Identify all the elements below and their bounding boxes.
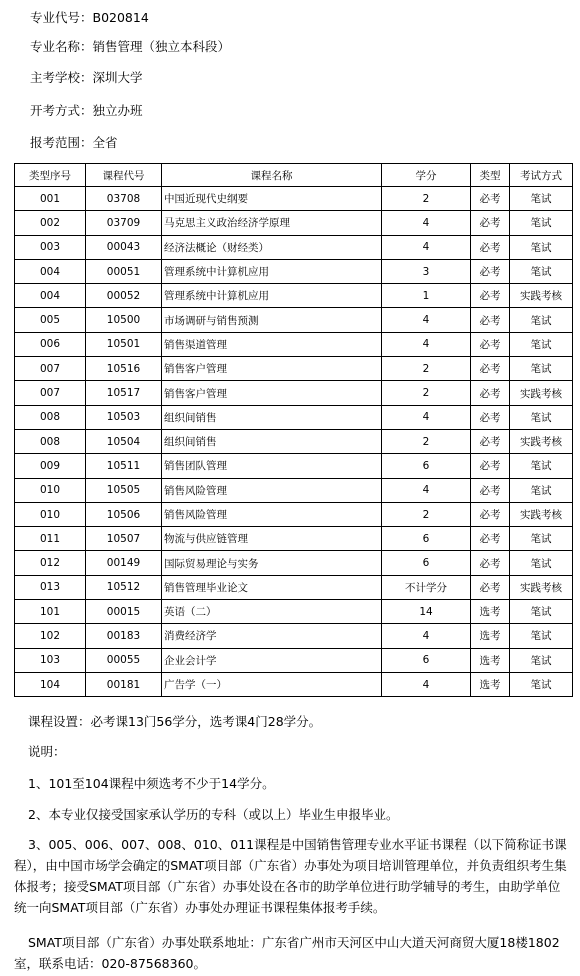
cell-exam-method: 实践考核 [510,502,573,526]
cell-course-name: 销售风险管理 [162,502,382,526]
cell-code: 10511 [86,454,162,478]
cell-code: 00043 [86,235,162,259]
cell-credits: 2 [382,187,471,211]
cell-course-name: 经济法概论（财经类） [162,235,382,259]
table-row [15,235,573,259]
table-row [15,624,573,648]
info-major-name: 专业名称：销售管理（独立本科段） [30,39,231,54]
cell-seq: 010 [15,502,86,526]
cell-exam-method: 实践考核 [510,429,573,453]
cell-course-name: 消费经济学 [162,624,382,648]
cell-course-name: 销售渠道管理 [162,332,382,356]
cell-course-name: 中国近现代史纲要 [162,187,382,211]
cell-seq: 008 [15,405,86,429]
cell-code: 10516 [86,357,162,381]
cell-exam-method: 笔试 [510,672,573,696]
cell-code: 10517 [86,381,162,405]
cell-seq: 001 [15,187,86,211]
cell-exam-method: 笔试 [510,600,573,624]
cell-type: 必考 [471,429,510,453]
cell-code: 10501 [86,332,162,356]
cell-seq: 002 [15,211,86,235]
cell-code: 00015 [86,600,162,624]
cell-credits: 6 [382,454,471,478]
cell-type: 必考 [471,259,510,283]
cell-seq: 003 [15,235,86,259]
cell-seq: 009 [15,454,86,478]
info-scope: 报考范围：全省 [30,135,118,150]
cell-course-name: 组织间销售 [162,429,382,453]
cell-code: 10507 [86,527,162,551]
cell-exam-method: 笔试 [510,405,573,429]
table-row [15,575,573,599]
cell-course-name: 销售团队管理 [162,454,382,478]
cell-course-name: 国际贸易理论与实务 [162,551,382,575]
cell-credits: 4 [382,211,471,235]
cell-credits: 1 [382,284,471,308]
cell-seq: 013 [15,575,86,599]
cell-seq: 005 [15,308,86,332]
cell-type: 选考 [471,672,510,696]
cell-type: 必考 [471,211,510,235]
cell-type: 必考 [471,502,510,526]
cell-exam-method: 实践考核 [510,575,573,599]
header-type: 类型 [471,164,510,187]
cell-code: 10506 [86,502,162,526]
cell-type: 必考 [471,332,510,356]
cell-course-name: 组织间销售 [162,405,382,429]
cell-credits: 4 [382,478,471,502]
table-row [15,672,573,696]
table-row [15,551,573,575]
cell-code: 10500 [86,308,162,332]
cell-type: 必考 [471,478,510,502]
cell-course-name: 管理系统中计算机应用 [162,284,382,308]
cell-seq: 010 [15,478,86,502]
cell-exam-method: 笔试 [510,357,573,381]
cell-exam-method: 笔试 [510,332,573,356]
cell-credits: 不计学分 [382,575,471,599]
cell-exam-method: 笔试 [510,648,573,672]
cell-type: 必考 [471,308,510,332]
cell-course-name: 管理系统中计算机应用 [162,259,382,283]
cell-course-name: 销售客户管理 [162,381,382,405]
cell-seq: 104 [15,672,86,696]
cell-seq: 006 [15,332,86,356]
header-exam-method: 考试方式 [510,164,573,187]
cell-type: 必考 [471,405,510,429]
cell-type: 必考 [471,381,510,405]
info-code: 专业代号：B020814 [30,10,149,25]
cell-credits: 4 [382,235,471,259]
cell-exam-method: 笔试 [510,187,573,211]
cell-credits: 3 [382,259,471,283]
table-row [15,405,573,429]
cell-course-name: 销售管理毕业论文 [162,575,382,599]
cell-type: 必考 [471,357,510,381]
note-2: 2、本专业仅接受国家承认学历的专科（或以上）毕业生申报毕业。 [28,807,399,822]
cell-code: 00149 [86,551,162,575]
cell-exam-method: 实践考核 [510,381,573,405]
info-mode: 开考方式：独立办班 [30,103,143,118]
cell-course-name: 市场调研与销售预测 [162,308,382,332]
cell-type: 必考 [471,527,510,551]
cell-exam-method: 笔试 [510,551,573,575]
cell-code: 10504 [86,429,162,453]
cell-credits: 4 [382,405,471,429]
cell-exam-method: 笔试 [510,478,573,502]
cell-credits: 6 [382,648,471,672]
course-table [14,163,573,697]
cell-code: 00055 [86,648,162,672]
cell-seq: 008 [15,429,86,453]
table-row [15,187,573,211]
cell-type: 必考 [471,575,510,599]
cell-seq: 007 [15,381,86,405]
cell-exam-method: 实践考核 [510,284,573,308]
cell-type: 选考 [471,600,510,624]
info-school: 主考学校：深圳大学 [30,70,143,85]
cell-type: 必考 [471,187,510,211]
table-header-row [15,164,573,187]
note-1: 1、101至104课程中须选考不少于14学分。 [28,776,275,791]
cell-credits: 4 [382,624,471,648]
cell-exam-method: 笔试 [510,527,573,551]
cell-code: 00051 [86,259,162,283]
header-seq: 类型序号 [15,164,86,187]
cell-type: 选考 [471,648,510,672]
cell-seq: 004 [15,259,86,283]
cell-credits: 2 [382,357,471,381]
cell-credits: 2 [382,429,471,453]
cell-credits: 6 [382,551,471,575]
cell-exam-method: 笔试 [510,235,573,259]
note-3: 3、005、006、007、008、010、011课程是中国销售管理专业水平证书课程（以下简称证书课程），由中国市场学会确定的SMAT项目部（广东省）办事处为项目培训管理单位，并负责组织考生集体报考；接受SMAT项目部（广东省）办事处设在各市的助学单位进行助学辅导的考生，由助学单位统一向SMAT项目部（广东省）办事处办理证书课程集体报考手续。 [14,837,567,915]
cell-exam-method: 笔试 [510,454,573,478]
header-code: 课程代号 [86,164,162,187]
cell-type: 必考 [471,454,510,478]
table-row [15,429,573,453]
notes-label: 说明： [28,744,66,759]
cell-type: 选考 [471,624,510,648]
cell-code: 10505 [86,478,162,502]
table-row [15,381,573,405]
cell-seq: 007 [15,357,86,381]
table-row [15,454,573,478]
cell-course-name: 物流与供应链管理 [162,527,382,551]
cell-credits: 4 [382,308,471,332]
course-setup: 课程设置：必考课13门56学分，选考课4门28学分。 [28,714,322,729]
header-course-name: 课程名称 [162,164,382,187]
cell-course-name: 英语（二） [162,600,382,624]
table-row [15,357,573,381]
cell-code: 10503 [86,405,162,429]
table-row [15,648,573,672]
cell-type: 必考 [471,235,510,259]
table-row [15,502,573,526]
contact-info: SMAT项目部（广东省）办事处联系地址：广东省广州市天河区中山大道天河商贸大厦18楼1802室，联系电话：020-87568360。 [14,935,560,971]
table-row [15,259,573,283]
cell-exam-method: 笔试 [510,308,573,332]
cell-course-name: 广告学（一） [162,672,382,696]
cell-course-name: 销售风险管理 [162,478,382,502]
table-row [15,308,573,332]
cell-code: 03709 [86,211,162,235]
cell-exam-method: 笔试 [510,211,573,235]
cell-course-name: 企业会计学 [162,648,382,672]
cell-seq: 004 [15,284,86,308]
cell-type: 必考 [471,284,510,308]
cell-exam-method: 笔试 [510,259,573,283]
cell-seq: 101 [15,600,86,624]
cell-course-name: 马克思主义政治经济学原理 [162,211,382,235]
cell-code: 00181 [86,672,162,696]
cell-credits: 6 [382,527,471,551]
cell-seq: 011 [15,527,86,551]
table-row [15,211,573,235]
cell-type: 必考 [471,551,510,575]
cell-seq: 012 [15,551,86,575]
cell-code: 00052 [86,284,162,308]
cell-course-name: 销售客户管理 [162,357,382,381]
cell-credits: 2 [382,381,471,405]
table-row [15,332,573,356]
cell-seq: 102 [15,624,86,648]
cell-credits: 2 [382,502,471,526]
cell-seq: 103 [15,648,86,672]
table-row [15,527,573,551]
cell-code: 00183 [86,624,162,648]
cell-credits: 4 [382,332,471,356]
header-credits: 学分 [382,164,471,187]
table-row [15,284,573,308]
cell-exam-method: 笔试 [510,624,573,648]
cell-credits: 4 [382,672,471,696]
table-row [15,478,573,502]
cell-code: 10512 [86,575,162,599]
table-row [15,600,573,624]
cell-code: 03708 [86,187,162,211]
cell-credits: 14 [382,600,471,624]
